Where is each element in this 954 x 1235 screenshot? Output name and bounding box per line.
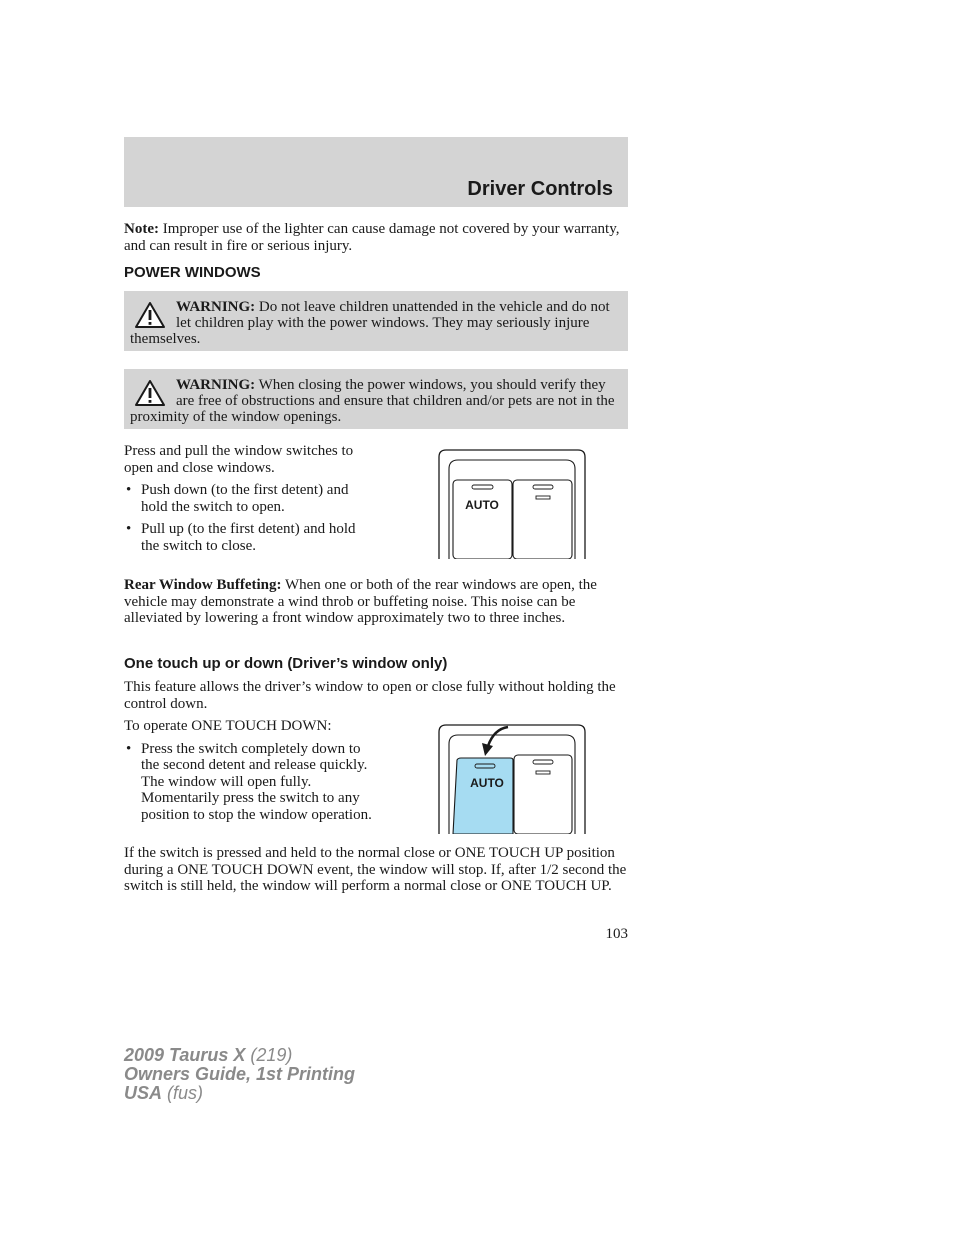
page-number: 103 (605, 926, 628, 942)
press-down-arrow-icon (482, 727, 508, 756)
note-paragraph (124, 221, 628, 254)
window-switch-figure (438, 449, 586, 559)
warning-box-1 (124, 291, 628, 351)
warning-triangle-icon (134, 379, 166, 407)
warning-triangle-icon (134, 301, 166, 329)
footer-model: 2009 Taurus X (124, 1045, 246, 1065)
list-item (124, 521, 374, 554)
one-touch-closing: If the switch is pressed and held to the normal close or ONE TOUCH UP position during a ONE TOUCH DOWN event, the window will stop. If, after 1/2 second the switch is still held, the window will perform a normal close or ONE TOUCH UP. (124, 845, 627, 894)
bullet-glyph: • (126, 521, 132, 537)
note-label: Note: (124, 221, 159, 237)
footer-model-code: (219) (245, 1045, 293, 1065)
list-item-text: Push down (to the first detent) and hold the switch to open. (141, 482, 349, 515)
switches-column (124, 443, 374, 554)
footer-market: USA (124, 1083, 163, 1103)
footer-printing: Owners Guide, 1st Printing (124, 1064, 356, 1084)
header-band (124, 137, 628, 207)
auto-label: AUTO (465, 498, 499, 512)
warning-box-2 (124, 369, 628, 429)
buffeting-text: When one or both of the rear windows are open, the vehicle may demonstrate a wind throb or buffeting noise. This noise can be alleviated by lowering a front window approximately two to three inches. (124, 577, 597, 626)
list-item (124, 482, 374, 515)
power-windows-heading: POWER WINDOWS (124, 264, 261, 281)
auto-label: AUTO (470, 776, 504, 790)
warning-1-text: Do not leave children unattended in the vehicle and do not let children play with the power windows. They may seriously injure themselves. (130, 299, 610, 347)
warning-2-label: WARNING: (176, 377, 256, 393)
list-item (124, 741, 374, 824)
list-item-text: Pull up (to the first detent) and hold the switch to close. (141, 521, 356, 554)
one-touch-operate: To operate ONE TOUCH DOWN: (124, 718, 332, 734)
switches-intro: Press and pull the window switches to open and close windows. (124, 443, 354, 476)
note-text: Improper use of the lighter can cause damage not covered by your warranty, and can result in fire or serious injury. (124, 221, 620, 254)
one-touch-intro: This feature allows the driver’s window to open or close fully without holding the control down. (124, 679, 616, 712)
one-touch-heading: One touch up or down (Driver’s window only) (124, 655, 448, 672)
warning-1-label: WARNING: (176, 299, 256, 315)
warning-2-text: When closing the power windows, you should verify they are free of obstructions and ensure that children and/or pets are not in the proximity of the window openings. (130, 377, 615, 425)
footer (124, 1046, 355, 1103)
list-item-text: Press the switch completely down to the second detent and release quickly. The window will open fully. Momentarily press the switch to any position to stop the window operation. (141, 740, 372, 823)
page-title: Driver Controls (467, 178, 613, 200)
footer-market-code: (fus) (162, 1083, 204, 1103)
bullet-glyph: • (126, 740, 132, 757)
bullet-glyph: • (126, 482, 132, 498)
one-touch-column (124, 718, 374, 823)
one-touch-switch-figure (438, 724, 586, 834)
buffeting-paragraph (124, 577, 628, 627)
buffeting-label: Rear Window Buffeting: (124, 577, 282, 593)
